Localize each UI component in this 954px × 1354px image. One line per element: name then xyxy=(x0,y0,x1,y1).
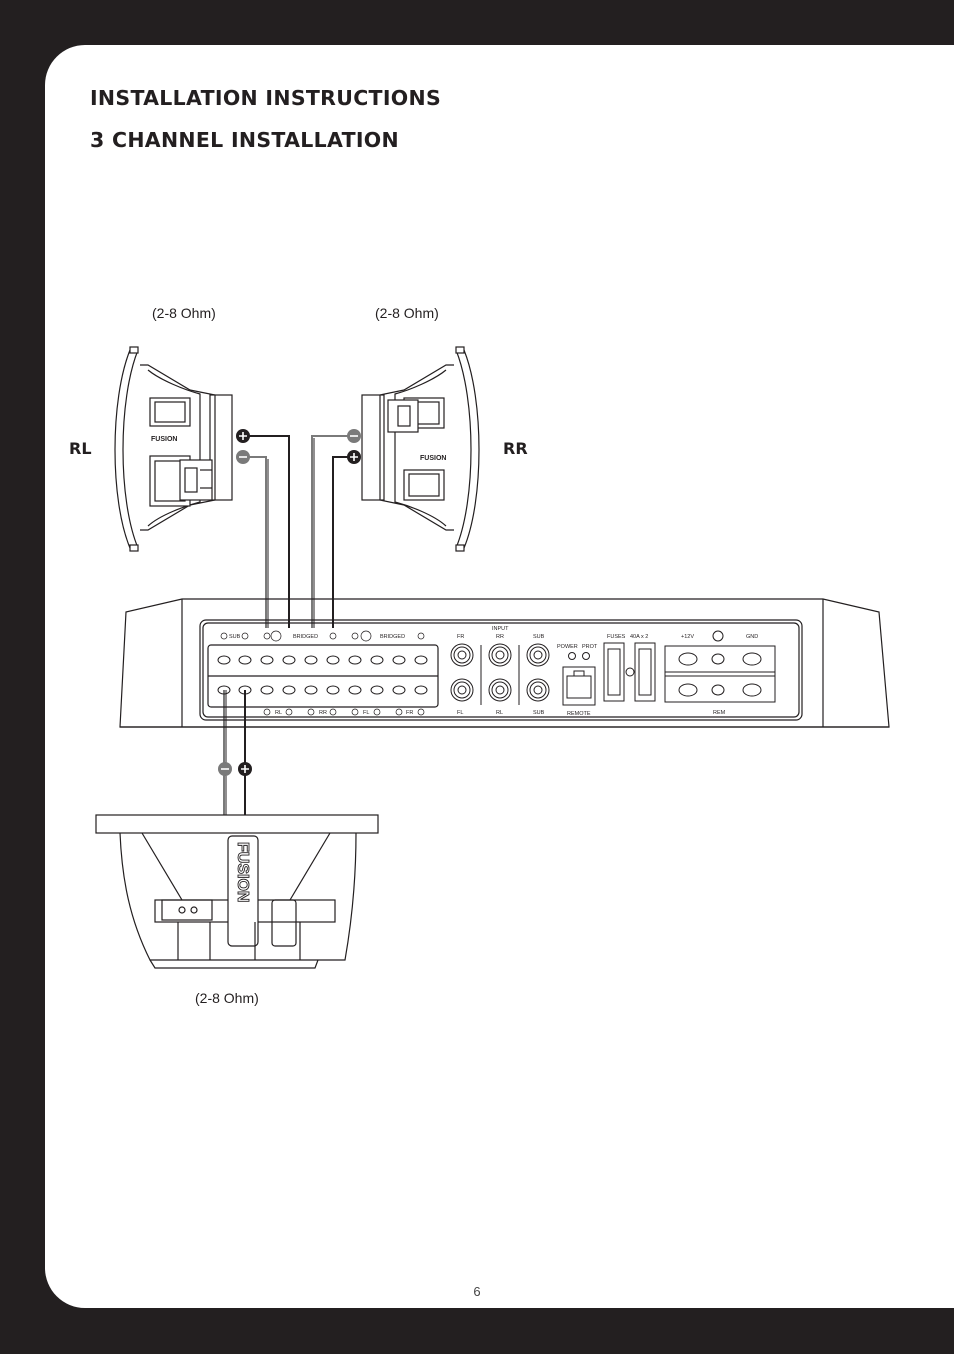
speaker-wires xyxy=(224,436,354,815)
rl-plus-marker xyxy=(236,429,250,443)
terminal-label-fr: FR xyxy=(406,710,414,716)
rr-impedance-label: (2-8 Ohm) xyxy=(375,305,439,321)
fuse-holders xyxy=(604,643,655,701)
terminal-row-bottom xyxy=(218,686,427,694)
input-label-sub-top: SUB xyxy=(533,634,545,640)
input-label-sub-bottom: SUB xyxy=(533,710,545,716)
sub-brand-logo: FUSION xyxy=(234,842,251,903)
status-leds xyxy=(569,653,590,660)
rl-brand-logo: FUSION xyxy=(151,436,178,443)
terminal-label-bridged-2: BRIDGED xyxy=(380,634,406,640)
rca-inputs xyxy=(451,644,549,705)
terminal-label-rr: RR xyxy=(319,710,327,716)
rl-impedance-label: (2-8 Ohm) xyxy=(152,305,216,321)
rr-plus-marker xyxy=(347,450,361,464)
input-label-fl: FL xyxy=(457,710,464,716)
terminal-label-bridged-1: BRIDGED xyxy=(293,634,319,640)
rr-speaker xyxy=(362,347,479,551)
fuses-label: FUSES xyxy=(607,634,626,640)
input-title: INPUT xyxy=(492,626,509,632)
input-label-rl: RL xyxy=(496,710,504,716)
page-number: 6 xyxy=(473,1284,481,1299)
rl-speaker xyxy=(115,347,232,551)
power-terminal-block xyxy=(665,631,775,702)
terminal-label-fl: FL xyxy=(363,710,370,716)
fuse-rating-label: 40A x 2 xyxy=(630,634,649,640)
terminal-label-rl: RL xyxy=(275,710,283,716)
remote-label: REMOTE xyxy=(567,711,591,717)
power-label-gnd: GND xyxy=(746,634,759,640)
power-label-12v: +12V xyxy=(681,634,694,640)
rl-channel-label: RL xyxy=(69,439,92,458)
sub-minus-marker xyxy=(218,762,232,776)
sub-plus-marker xyxy=(238,762,252,776)
page-subtitle: 3 CHANNEL INSTALLATION xyxy=(90,128,399,152)
terminal-label-sub: SUB xyxy=(229,634,241,640)
rr-brand-logo: FUSION xyxy=(420,455,447,462)
page-title: INSTALLATION INSTRUCTIONS xyxy=(90,86,442,110)
input-label-fr: FR xyxy=(457,634,465,640)
terminal-row-top xyxy=(218,656,427,664)
sub-impedance-label: (2-8 Ohm) xyxy=(195,990,259,1006)
led-label-prot: PROT xyxy=(582,644,598,650)
input-label-rr: RR xyxy=(496,634,504,640)
amplifier xyxy=(120,599,889,727)
rr-minus-marker xyxy=(347,429,361,443)
rr-channel-label: RR xyxy=(503,439,528,458)
terminal-polarity-symbols xyxy=(221,631,424,715)
power-label-rem: REM xyxy=(713,710,726,716)
remote-jack xyxy=(563,667,595,705)
led-label-power: POWER xyxy=(557,644,578,650)
rl-minus-marker xyxy=(236,450,250,464)
